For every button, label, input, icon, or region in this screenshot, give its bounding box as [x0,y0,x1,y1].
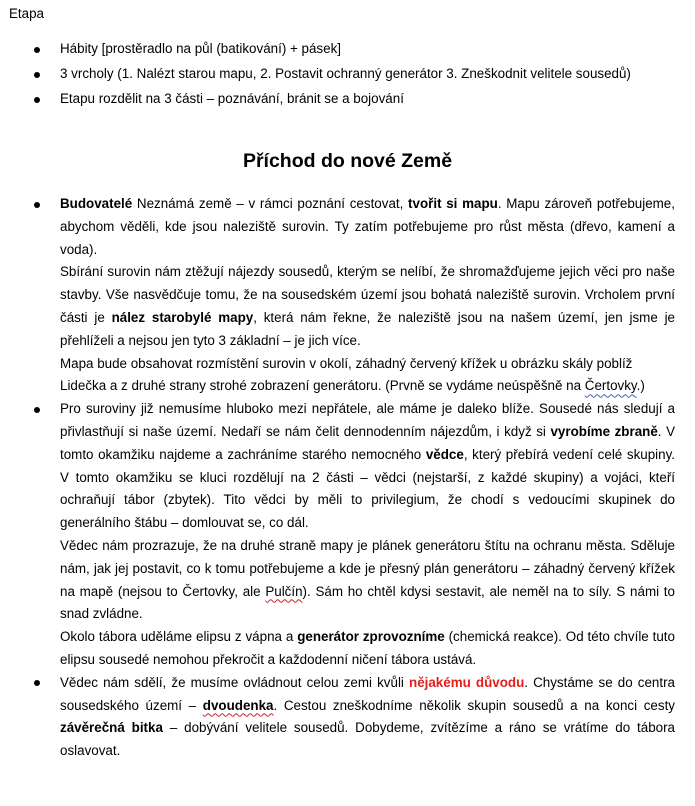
story-item-3 [0,672,675,763]
story-list [0,193,695,763]
bullet-icon [34,72,40,78]
paragraph [60,261,675,352]
text-run: – dobývání velitele sousedů. Dobydeme, zvítězíme a ráno se vrátíme do tábora oslavovat. [60,720,675,759]
section-heading: Příchod do nové Země [242,150,453,172]
text-run: . V tomto okamžiku najdeme a zachráníme starého nemocného [60,423,675,462]
list-item-text: Etapu rozdělit na 3 části – poznávání, bránit se a bojování [60,91,404,107]
bullet-icon [34,97,40,103]
highlighted-red-text: nějakému důvodu [409,674,525,690]
bullet-icon [34,680,40,686]
bold-text: generátor zprovozníme [297,629,445,645]
document-label: Etapa [9,6,44,21]
bold-text: vyrobíme zbraně [550,423,658,439]
text-run: .) [636,378,645,394]
paragraph [60,626,675,672]
text-run: Neznámá země – v rámci poznání cestovat, [132,196,409,211]
bold-text: nález starobylé mapy [111,309,254,325]
text-run: Pro suroviny již nemusíme hluboko mezi nepřátele, ale máme je daleko blíže. Sousedé nás sledují a přivlastňují si naše území. Nedaří se nám čelit dennodenním nájezdům, i když si [60,401,675,439]
bold-flagged-text: dvoudenka [202,697,274,713]
list-item-text: Hábity [prostěradlo na půl (batikování) + pásek] [60,41,341,56]
list-item [0,63,675,86]
text-run: , která nám řekne, že naleziště jsou na našem území, jen jsme je přehlíželi a nejsou jen tyto 3 základní – je jich více. [60,309,676,348]
story-item-1 [0,193,675,398]
paragraph [60,353,675,399]
text-run: Okolo tábora uděláme elipsu z vápna a [60,629,298,645]
bold-text: tvořit si mapu [408,196,498,211]
paragraph [60,535,675,626]
list-item [0,88,675,111]
list-item [0,38,675,61]
paragraph [60,193,675,261]
spell-flagged-text: Pulčín [265,583,303,599]
paragraph [60,398,675,535]
bold-text: závěrečná bitka [60,720,163,736]
bullet-icon [34,407,40,413]
grammar-flagged-text: Čertovky [584,378,637,394]
paragraph [60,672,675,763]
text-run: . Mapu zároveň potřebujeme, abychom věděli, kde jsou naleziště surovin. Ty zatím potřebujeme pro růst města (dřevo, kamení a voda). [60,196,675,257]
bold-text: vědce [425,446,464,462]
text-run: ). Sám ho chtěl kdysi sestavit, ale neměl na to síly. S námi to snad zvládne. [60,583,675,622]
story-item-2 [0,398,675,672]
text-run: Sbírání surovin nám ztěžují nájezdy sousedů, kterým se nelíbí, že shromažďujeme jejich věci pro naše stavby. Vše nasvědčuje tomu, že na sousedském území jsou bohatá naleziště surovin. Vrcholem první části je [60,264,675,325]
list-item-text: 3 vrcholy (1. Nalézt starou mapu, 2. Postavit ochranný generátor 3. Zneškodnit velitele sousedů) [60,66,631,82]
text-run: Mapa bude obsahovat rozmístění surovin v okolí, záhadný červený křížek u obrázku skály poblíž Lidečka a z druhé strany strohé zobrazení generátoru. (Prvně se vydáme neúspěšně na [60,355,633,394]
text-run: . Cestou zneškodníme několik skupin sousedů a na konci cesty [273,697,675,713]
text-run: Vědec nám sdělí, že musíme ovládnout celou zemi kvůli [60,674,410,690]
text-run: . Chystáme se do centra sousedského území – [60,674,675,713]
text-run: (chemická reakce). Od této chvíle tuto elipsu sousedé nemohou překročit a každodenní ničení tábora ustává. [60,629,675,667]
text-run: Vědec nám prozrazuje, že na druhé straně mapy je plánek generátoru štítu na ochranu města. Sděluje nám, jak jej postavit, co k tomu potřebujeme a kde je přesný plán generátoru – záhadný červený křížek na mapě (nejsou to Čertovky, ale [60,537,675,599]
bullet-icon [34,47,40,53]
bullet-icon [34,202,40,208]
overview-list [0,38,695,114]
bold-text: Budovatelé [60,196,133,211]
text-run: , který přebírá vedení celé skupiny. V tomto okamžiku se kluci rozdělují na 2 části – vědci (nejstarší, z každé skupiny) a vojáci, kteří ochraňují tábor (zbytek). Tito vědci by měli to privilegium, že chodí s vedoucími skupinek do generálního štábu – domlouvat se, co dál. [60,446,675,531]
